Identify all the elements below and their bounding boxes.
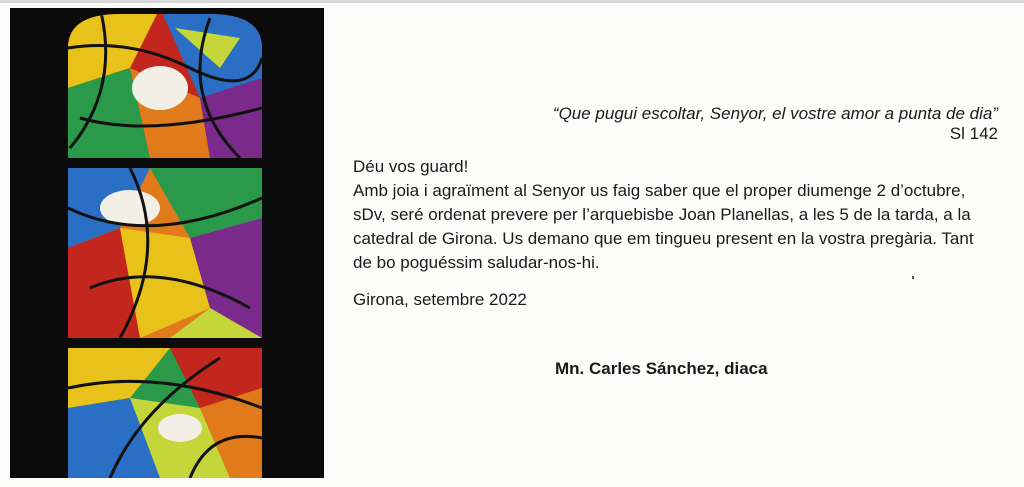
place-date: Girona, setembre 2022 <box>353 290 527 309</box>
epigraph <box>553 104 998 144</box>
glass-panels <box>68 8 262 478</box>
letter-body <box>353 155 993 275</box>
stained-glass-illustration <box>10 8 324 478</box>
top-edge <box>0 0 1024 3</box>
quote-reference: Sl 142 <box>949 124 998 143</box>
scan-speck <box>912 276 914 279</box>
greeting: Déu vos guard! <box>353 157 469 176</box>
announcement-paragraph: Amb joia i agraïment al Senyor us faig saber que el proper diumenge 2 d’octubre, sDv, seré ordenat prevere per l’arquebisbe Joan Planellas, a les 5 de la tarda, a la catedral de Girona. Us demano que em tingueu present en la vostra pregària. Tant de bo poguéssim saludar-nos-hi. <box>353 181 974 272</box>
signature: Mn. Carles Sánchez, diaca <box>555 359 768 378</box>
quote-text: “Que pugui escoltar, Senyor, el vostre amor a punta de dia” <box>552 104 998 123</box>
stained-glass-photo <box>10 8 324 478</box>
